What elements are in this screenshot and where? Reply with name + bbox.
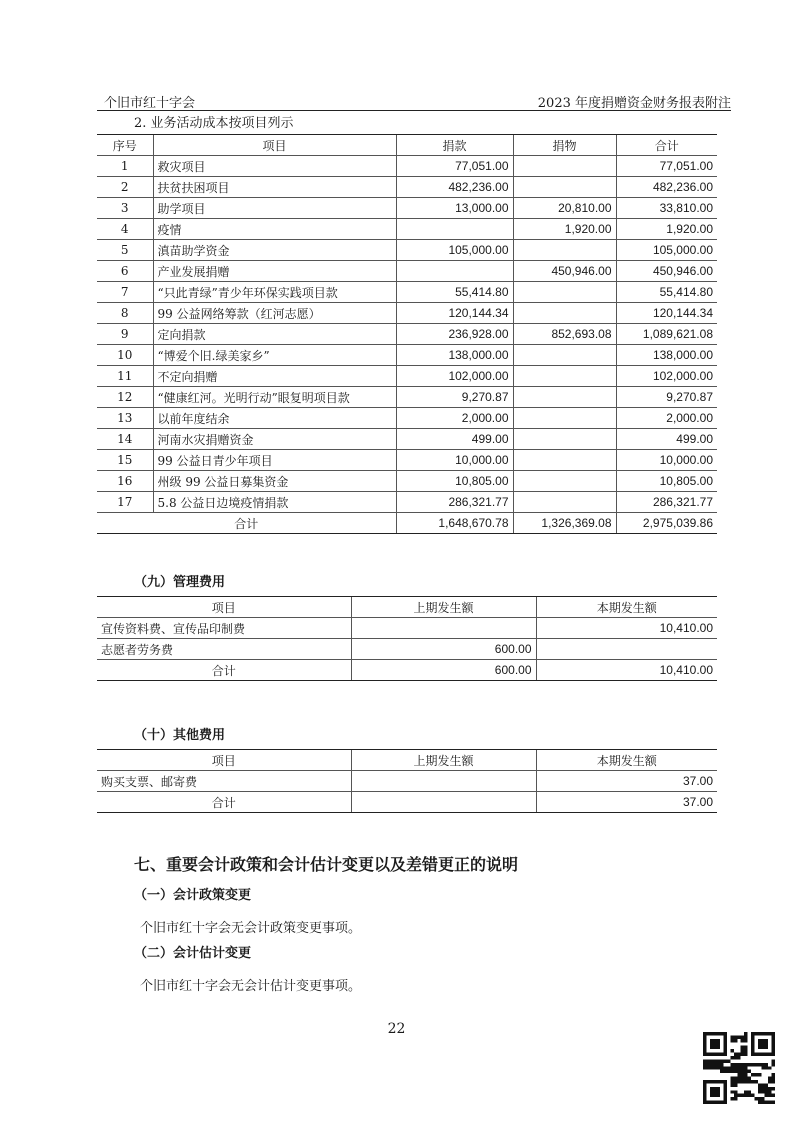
header-org: 个旧市红十字会: [104, 96, 196, 111]
row-total: 482,236.00: [616, 177, 717, 198]
row-total: 9,270.87: [616, 387, 717, 408]
row-curr: [536, 639, 717, 660]
row-goods: 20,810.00: [513, 198, 616, 219]
row-item: 购买支票、邮寄费: [97, 771, 351, 792]
row-no: 4: [97, 219, 153, 240]
section7-title: 七、重要会计政策和会计估计变更以及差错更正的说明: [134, 855, 519, 874]
col-header-total: 合计: [616, 135, 717, 156]
row-goods: 1,920.00: [513, 219, 616, 240]
table-row: [97, 408, 717, 429]
row-cash: 499.00: [396, 429, 513, 450]
col-header-curr: 本期发生额: [536, 597, 717, 618]
total-label: 合计: [97, 513, 396, 534]
row-total: 105,000.00: [616, 240, 717, 261]
row-cash: 482,236.00: [396, 177, 513, 198]
row-cash: 102,000.00: [396, 366, 513, 387]
row-goods: [513, 450, 616, 471]
business-cost-table: [97, 134, 717, 534]
table-total-row: [97, 792, 717, 813]
table-row: [97, 639, 717, 660]
row-total: 102,000.00: [616, 366, 717, 387]
row-total: 499.00: [616, 429, 717, 450]
row-total: 450,946.00: [616, 261, 717, 282]
row-goods: [513, 429, 616, 450]
row-total: 10,805.00: [616, 471, 717, 492]
row-item: “只此青绿”青少年环保实践项目款: [153, 282, 396, 303]
row-total: 1,920.00: [616, 219, 717, 240]
row-cash: 10,000.00: [396, 450, 513, 471]
row-item: 疫情: [153, 219, 396, 240]
section7-para2: 个旧市红十字会无会计估计变更事项。: [140, 979, 362, 994]
row-goods: 450,946.00: [513, 261, 616, 282]
row-prev: [351, 771, 536, 792]
row-no: 5: [97, 240, 153, 261]
row-item: 志愿者劳务费: [97, 639, 351, 660]
row-goods: [513, 492, 616, 513]
table-header-row: [97, 135, 717, 156]
table-row: [97, 261, 717, 282]
total-curr: 37.00: [536, 792, 717, 813]
col-header-no: 序号: [97, 135, 153, 156]
table-row: [97, 387, 717, 408]
table-header-row: [97, 750, 717, 771]
row-total: 286,321.77: [616, 492, 717, 513]
row-goods: 852,693.08: [513, 324, 616, 345]
row-no: 2: [97, 177, 153, 198]
table-row: [97, 324, 717, 345]
row-cash: 120,144.34: [396, 303, 513, 324]
col-header-item: 项目: [97, 597, 351, 618]
section7-sub1: （一）会计政策变更: [134, 888, 252, 903]
row-cash: 286,321.77: [396, 492, 513, 513]
table-row: [97, 471, 717, 492]
row-goods: [513, 366, 616, 387]
row-total: 2,000.00: [616, 408, 717, 429]
table-row: [97, 198, 717, 219]
row-prev: [351, 618, 536, 639]
row-cash: [396, 219, 513, 240]
row-item: 以前年度结余: [153, 408, 396, 429]
col-header-prev: 上期发生额: [351, 750, 536, 771]
row-no: 15: [97, 450, 153, 471]
row-no: 12: [97, 387, 153, 408]
table-row: [97, 771, 717, 792]
section7-para1: 个旧市红十字会无会计政策变更事项。: [140, 921, 362, 936]
section2-title: 2. 业务活动成本按项目列示: [134, 116, 294, 131]
row-item: 产业发展捐赠: [153, 261, 396, 282]
row-item: “健康红河。光明行动”眼复明项目款: [153, 387, 396, 408]
total-total: 2,975,039.86: [616, 513, 717, 534]
row-no: 16: [97, 471, 153, 492]
row-goods: [513, 177, 616, 198]
row-no: 13: [97, 408, 153, 429]
row-cash: 77,051.00: [396, 156, 513, 177]
table-row: [97, 156, 717, 177]
table-row: [97, 219, 717, 240]
table-row: [97, 618, 717, 639]
col-header-item: 项目: [97, 750, 351, 771]
total-prev: 600.00: [351, 660, 536, 681]
table-row: [97, 282, 717, 303]
total-prev: [351, 792, 536, 813]
row-item: 定向捐款: [153, 324, 396, 345]
table-row: [97, 303, 717, 324]
page-number: 22: [387, 1021, 406, 1037]
col-header-prev: 上期发生额: [351, 597, 536, 618]
table-row: [97, 345, 717, 366]
header-rule: [97, 110, 731, 111]
row-item: 99 公益日青少年项目: [153, 450, 396, 471]
row-cash: 55,414.80: [396, 282, 513, 303]
row-item: 助学项目: [153, 198, 396, 219]
col-header-curr: 本期发生额: [536, 750, 717, 771]
row-prev: 600.00: [351, 639, 536, 660]
col-header-goods: 捐物: [513, 135, 616, 156]
row-item: 宣传资料费、宣传品印制费: [97, 618, 351, 639]
row-goods: [513, 345, 616, 366]
row-total: 77,051.00: [616, 156, 717, 177]
col-header-cash: 捐款: [396, 135, 513, 156]
row-cash: 138,000.00: [396, 345, 513, 366]
row-goods: [513, 156, 616, 177]
table-row: [97, 240, 717, 261]
row-item: 扶贫扶困项目: [153, 177, 396, 198]
row-no: 9: [97, 324, 153, 345]
row-cash: [396, 261, 513, 282]
row-no: 8: [97, 303, 153, 324]
table-header-row: [97, 597, 717, 618]
row-curr: 37.00: [536, 771, 717, 792]
table-total-row: [97, 513, 717, 534]
row-no: 6: [97, 261, 153, 282]
row-no: 1: [97, 156, 153, 177]
row-item: 滇苗助学资金: [153, 240, 396, 261]
section9-title: （九）管理费用: [134, 575, 226, 590]
row-goods: [513, 303, 616, 324]
row-total: 120,144.34: [616, 303, 717, 324]
total-cash: 1,648,670.78: [396, 513, 513, 534]
row-goods: [513, 471, 616, 492]
table-row: [97, 177, 717, 198]
row-total: 10,000.00: [616, 450, 717, 471]
col-header-item: 项目: [153, 135, 396, 156]
header-report-title: 2023 年度捐赠资金财务报表附注: [537, 96, 731, 111]
row-item: 州级 99 公益日募集资金: [153, 471, 396, 492]
row-item: 不定向捐赠: [153, 366, 396, 387]
row-cash: 13,000.00: [396, 198, 513, 219]
management-cost-table: [97, 596, 717, 681]
row-no: 14: [97, 429, 153, 450]
row-cash: 105,000.00: [396, 240, 513, 261]
row-no: 7: [97, 282, 153, 303]
row-goods: [513, 387, 616, 408]
row-total: 33,810.00: [616, 198, 717, 219]
other-cost-table: [97, 749, 717, 813]
table-row: [97, 450, 717, 471]
row-no: 10: [97, 345, 153, 366]
row-item: 5.8 公益日边境疫情捐款: [153, 492, 396, 513]
table-total-row: [97, 660, 717, 681]
row-item: 河南水灾捐赠资金: [153, 429, 396, 450]
row-curr: 10,410.00: [536, 618, 717, 639]
row-cash: 9,270.87: [396, 387, 513, 408]
row-total: 1,089,621.08: [616, 324, 717, 345]
row-no: 11: [97, 366, 153, 387]
row-cash: 236,928.00: [396, 324, 513, 345]
row-item: “博爱个旧.绿美家乡”: [153, 345, 396, 366]
table-row: [97, 366, 717, 387]
row-no: 3: [97, 198, 153, 219]
qr-code-icon: [703, 1032, 775, 1104]
row-no: 17: [97, 492, 153, 513]
row-cash: 10,805.00: [396, 471, 513, 492]
total-curr: 10,410.00: [536, 660, 717, 681]
section10-title: （十）其他费用: [134, 728, 226, 743]
total-label: 合计: [97, 660, 351, 681]
row-goods: [513, 408, 616, 429]
row-item: 99 公益网络筹款（红河志愿）: [153, 303, 396, 324]
row-goods: [513, 240, 616, 261]
row-goods: [513, 282, 616, 303]
row-total: 55,414.80: [616, 282, 717, 303]
table-row: [97, 429, 717, 450]
section7-sub2: （二）会计估计变更: [134, 946, 252, 961]
row-cash: 2,000.00: [396, 408, 513, 429]
row-item: 救灾项目: [153, 156, 396, 177]
table-row: [97, 492, 717, 513]
total-goods: 1,326,369.08: [513, 513, 616, 534]
total-label: 合计: [97, 792, 351, 813]
row-total: 138,000.00: [616, 345, 717, 366]
